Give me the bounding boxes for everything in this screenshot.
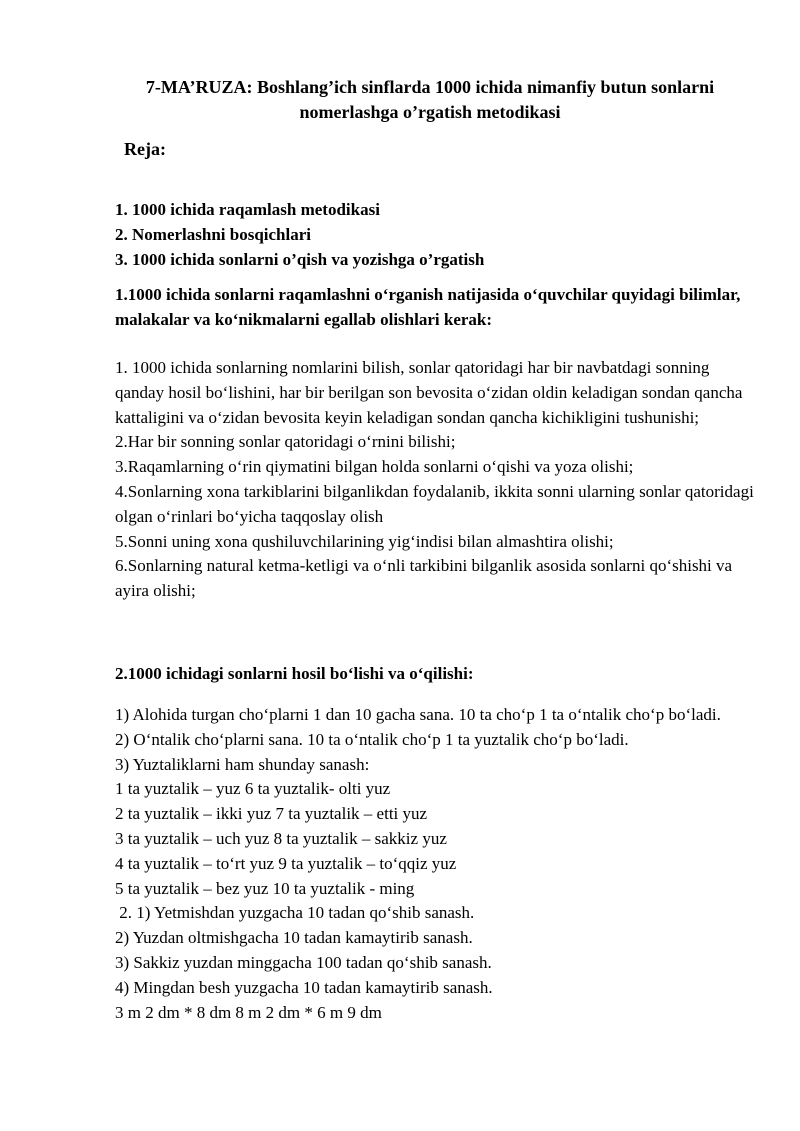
- section-2-list: [115, 703, 755, 1025]
- section-2-item: 2. 1) Yetmishdan yuzgacha 10 tadan qoʻshib sanash.: [115, 903, 475, 923]
- plan-list: [115, 198, 755, 272]
- section-2-item: 4 ta yuztalik – toʻrt yuz 9 ta yuztalik – toʻqqiz yuz: [115, 853, 457, 873]
- section-2-item: 3) Yuztaliklarni ham shunday sanash:: [115, 754, 370, 774]
- lecture-title-line-2: nomerlashga o’rgatish metodikasi: [299, 102, 561, 122]
- section-2-heading: 2.1000 ichidagi sonlarni hosil boʻlishi va oʻqilishi:: [115, 664, 474, 683]
- section-2-item: 4) Mingdan besh yuzgacha 10 tadan kamaytirib sanash.: [115, 977, 493, 997]
- section-2-item: 2) Yuzdan oltmishgacha 10 tadan kamaytirib sanash.: [115, 928, 473, 948]
- section-2-item: 1 ta yuztalik – yuz 6 ta yuztalik- olti yuz: [115, 779, 391, 799]
- section-2-item: 2 ta yuztalik – ikki yuz 7 ta yuztalik – etti yuz: [115, 804, 428, 824]
- plan-item: 2. Nomerlashni bosqichlari: [115, 224, 311, 244]
- lecture-title-line-1: 7-MA’RUZA: Boshlang’ich sinflarda 1000 ichida nimanfiy butun sonlarni: [145, 77, 715, 97]
- section-1-item: 3.Raqamlarning oʻrin qiymatini bilgan holda sonlarni oʻqishi va yoza olishi;: [115, 457, 634, 477]
- section-1-item: 5.Sonni uning xona qushiluvchilarining yigʻindisi bilan almashtira olishi;: [115, 531, 614, 551]
- plan-label: Reja:: [124, 139, 166, 159]
- section-2-item: 5 ta yuztalik – bez yuz 10 ta yuztalik - ming: [115, 878, 415, 898]
- plan-item: 1. 1000 ichida raqamlash metodikasi: [115, 200, 380, 219]
- plan-item: 3. 1000 ichida sonlarni o’qish va yozishga o’rgatish: [115, 249, 485, 269]
- section-2-item: 3 m 2 dm * 8 dm 8 m 2 dm * 6 m 9 dm: [115, 1002, 382, 1022]
- section-1-item: 1. 1000 ichida sonlarning nomlarini bilish, sonlar qatoridagi har bir navbatdagi sonning qanday hosil boʻlishini, har bir berilgan son bevosita oʻzidan oldin keladigan sondan qancha kattaligini va oʻzidan bevosita keyin keladigan sondan qancha kichikligini tushunishi;: [115, 358, 743, 427]
- section-1-item: 4.Sonlarning xona tarkiblarini bilganlikdan foydalanib, ikkita sonni ularning sonlar qatoridagi olgan oʻrinlari boʻyicha taqqoslay olish: [115, 481, 754, 526]
- section-1-heading: 1.1000 ichida sonlarni raqamlashni oʻrganish natijasida oʻquvchilar quyidagi bilimlar, malakalar va koʻnikmalarni egallab olishlari kerak:: [115, 285, 741, 329]
- section-2-item: 1) Alohida turgan choʻplarni 1 dan 10 gacha sana. 10 ta choʻp 1 ta oʻntalik choʻp boʻladi.: [115, 705, 721, 724]
- section-2-item: 3) Sakkiz yuzdan minggacha 100 tadan qoʻshib sanash.: [115, 952, 492, 972]
- section-1-list: [115, 356, 755, 604]
- section-2-item: 3 ta yuztalik – uch yuz 8 ta yuztalik – sakkiz yuz: [115, 828, 447, 848]
- section-1-item: 6.Sonlarning natural ketma-ketligi va oʻnli tarkibini bilganlik asosida sonlarni qoʻshishi va ayira olishi;: [115, 556, 733, 601]
- section-1-item: 2.Har bir sonning sonlar qatoridagi oʻrnini bilishi;: [115, 432, 456, 452]
- lecture-title: [100, 75, 760, 125]
- section-2-item: 2) Oʻntalik choʻplarni sana. 10 ta oʻntalik choʻp 1 ta yuztalik choʻp boʻladi.: [115, 729, 629, 749]
